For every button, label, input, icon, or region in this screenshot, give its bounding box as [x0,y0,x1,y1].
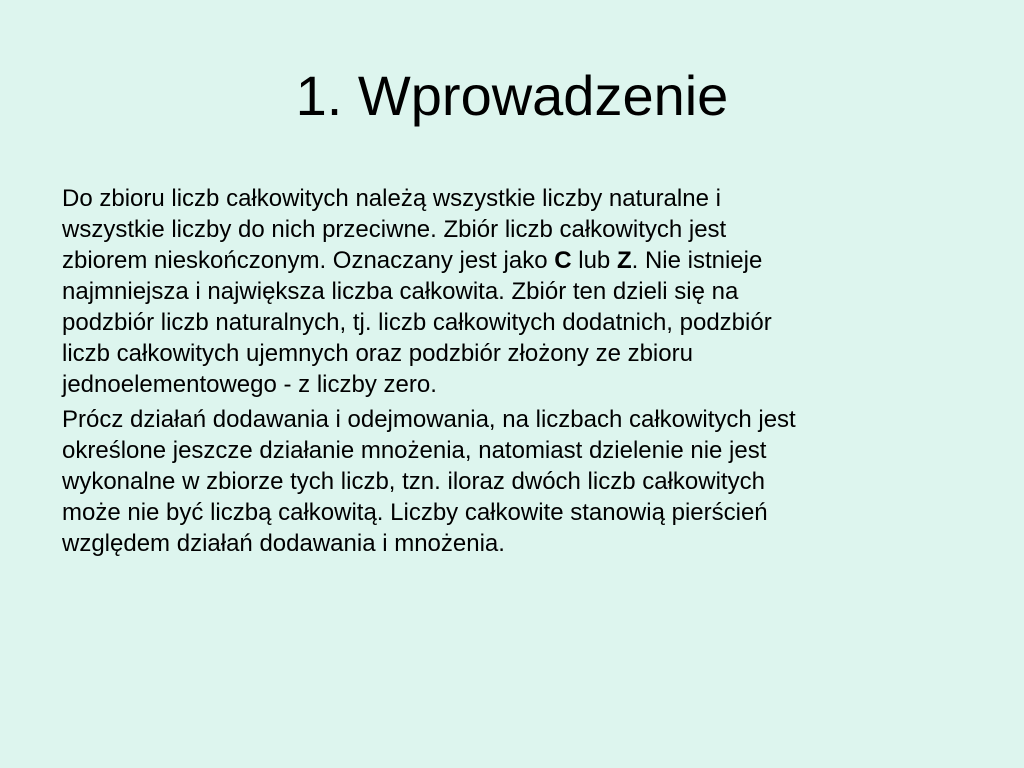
paragraph-line: liczb całkowitych ujemnych oraz podzbiór złożony ze zbioru [62,340,693,367]
paragraph-line: Prócz działań dodawania i odejmowania, na liczbach całkowitych jest [62,406,796,433]
text-segment: zbiorem nieskończonym. Oznaczany jest jako [62,247,555,274]
text-segment: . Nie istnieje [631,247,763,274]
paragraph-integer-operations [62,404,962,559]
paragraph-line: Do zbioru liczb całkowitych należą wszystkie liczby naturalne i [62,185,721,212]
paragraph-line: jednoelementowego - z liczby zero. [62,371,437,398]
paragraph-line: wszystkie liczby do nich przeciwne. Zbiór liczb całkowitych jest [62,216,727,243]
paragraph-line: wykonalne w zbiorze tych liczb, tzn. iloraz dwóch liczb całkowitych [62,468,765,495]
paragraph-line: podzbiór liczb naturalnych, tj. liczb całkowitych dodatnich, podzbiór [62,309,772,336]
paragraph-line: względem działań dodawania i mnożenia. [62,530,505,557]
symbol-c: C [554,247,572,274]
slide-body [62,183,962,563]
paragraph-line: określone jeszcze działanie mnożenia, natomiast dzielenie nie jest [62,437,767,464]
paragraph-line: najmniejsza i największa liczba całkowita. Zbiór ten dzieli się na [62,278,739,305]
text-segment: lub [571,247,617,274]
slide-title: 1. Wprowadzenie [295,64,729,127]
paragraph-integers-definition [62,183,962,400]
symbol-z: Z [616,247,632,274]
paragraph-line-symbols [62,245,962,276]
paragraph-line: może nie być liczbą całkowitą. Liczby całkowite stanowią pierścień [62,499,768,526]
